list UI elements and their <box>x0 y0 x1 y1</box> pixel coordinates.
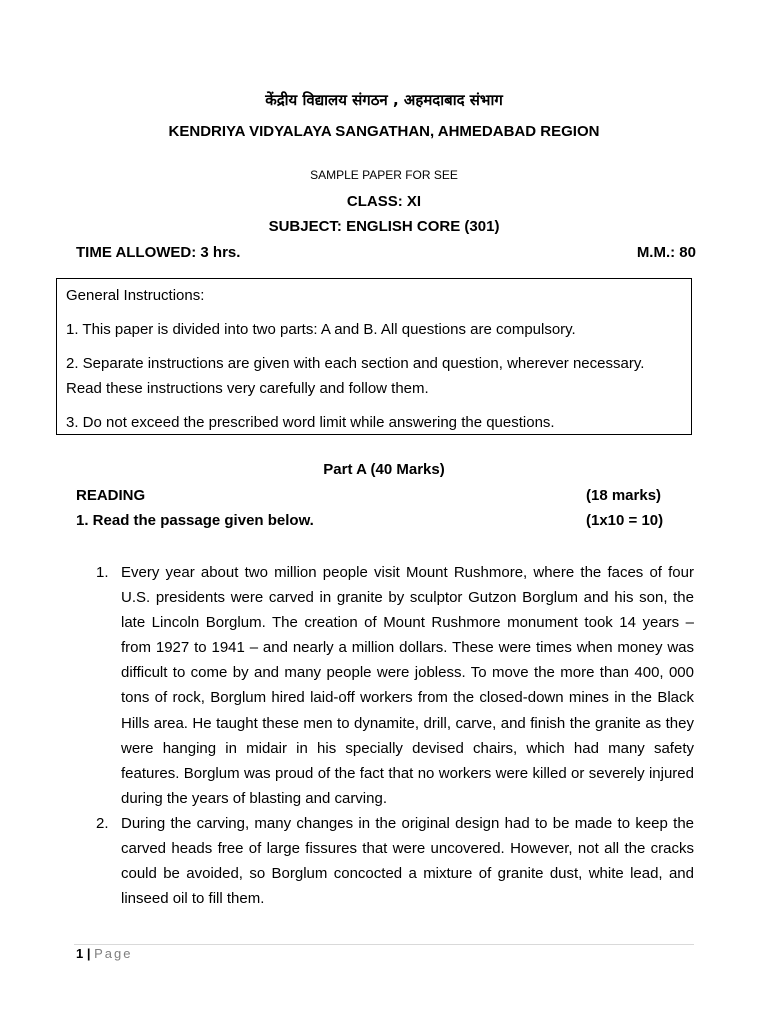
class-label: CLASS: XI <box>346 193 422 210</box>
passage-paragraph <box>96 560 694 811</box>
org-title: KENDRIYA VIDYALAYA SANGATHAN, AHMEDABAD REGION <box>168 123 600 140</box>
part-a-title: Part A (40 Marks) <box>323 461 445 478</box>
page-label: Page <box>94 946 133 961</box>
sample-paper-label: SAMPLE PAPER FOR SEE <box>310 168 458 182</box>
question-marks: (1x10 = 10) <box>586 512 664 529</box>
instruction-item: 1. This paper is divided into two parts: A and B. All questions are compulsory. <box>66 321 576 338</box>
time-row <box>76 244 696 261</box>
paragraph-text: During the carving, many changes in the original design had to be made to keep the carved heads free of large fissures that were uncovered. However, not all the cracks could be avoided, so Borglum concocted a mixture of granite dust, white lead, and linseed oil to fill them. <box>121 814 694 908</box>
max-marks: M.M.: 80 <box>636 244 696 261</box>
question-text: 1. Read the passage given below. <box>76 512 314 529</box>
reading-row <box>76 487 696 504</box>
page-footer <box>76 946 133 961</box>
passage-paragraph <box>96 811 694 911</box>
paragraph-number: 2. <box>96 814 109 832</box>
footer-separator: | <box>86 946 91 961</box>
passage <box>96 560 694 911</box>
question-row <box>76 512 696 529</box>
section-title: READING <box>76 487 146 504</box>
instructions-title: General Instructions: <box>66 287 205 304</box>
time-allowed: TIME ALLOWED: 3 hrs. <box>76 244 241 261</box>
footer-divider <box>74 944 694 945</box>
subject-label: SUBJECT: ENGLISH CORE (301) <box>268 218 500 235</box>
page-number: 1 <box>76 946 84 961</box>
hindi-title: केंद्रीय विद्यालय संगठन , अहमदाबाद संभाग <box>265 91 503 109</box>
instruction-item: 3. Do not exceed the prescribed word limit while answering the questions. <box>66 414 555 431</box>
general-instructions-box <box>56 278 692 435</box>
paragraph-text: Every year about two million people visit Mount Rushmore, where the faces of four U.S. presidents were carved in granite by sculptor Gutzon Borglum and his son, the late Lincoln Borglum. The creation of Mount Rushmore monument took 14 years – from 1927 to 1941 – and nearly a million dollars. These were times when money was difficult to come by and many people were jobless. To move the more than 400, 000 tons of rock, Borglum hired laid-off workers from the closed-down mines in the Black Hills area. He taught these men to dynamite, drill, carve, and finish the granite as they were hanging in midair in his specially devised chairs, which had many safety features. Borglum was proud of the fact that no workers were killed or severely injured during the years of blasting and carving. <box>121 564 694 807</box>
instruction-item: 2. Separate instructions are given with each section and question, wherever necessary. Read these instructions very carefully and follow them. <box>66 355 645 397</box>
paragraph-number: 1. <box>96 564 109 581</box>
section-marks: (18 marks) <box>586 487 662 504</box>
